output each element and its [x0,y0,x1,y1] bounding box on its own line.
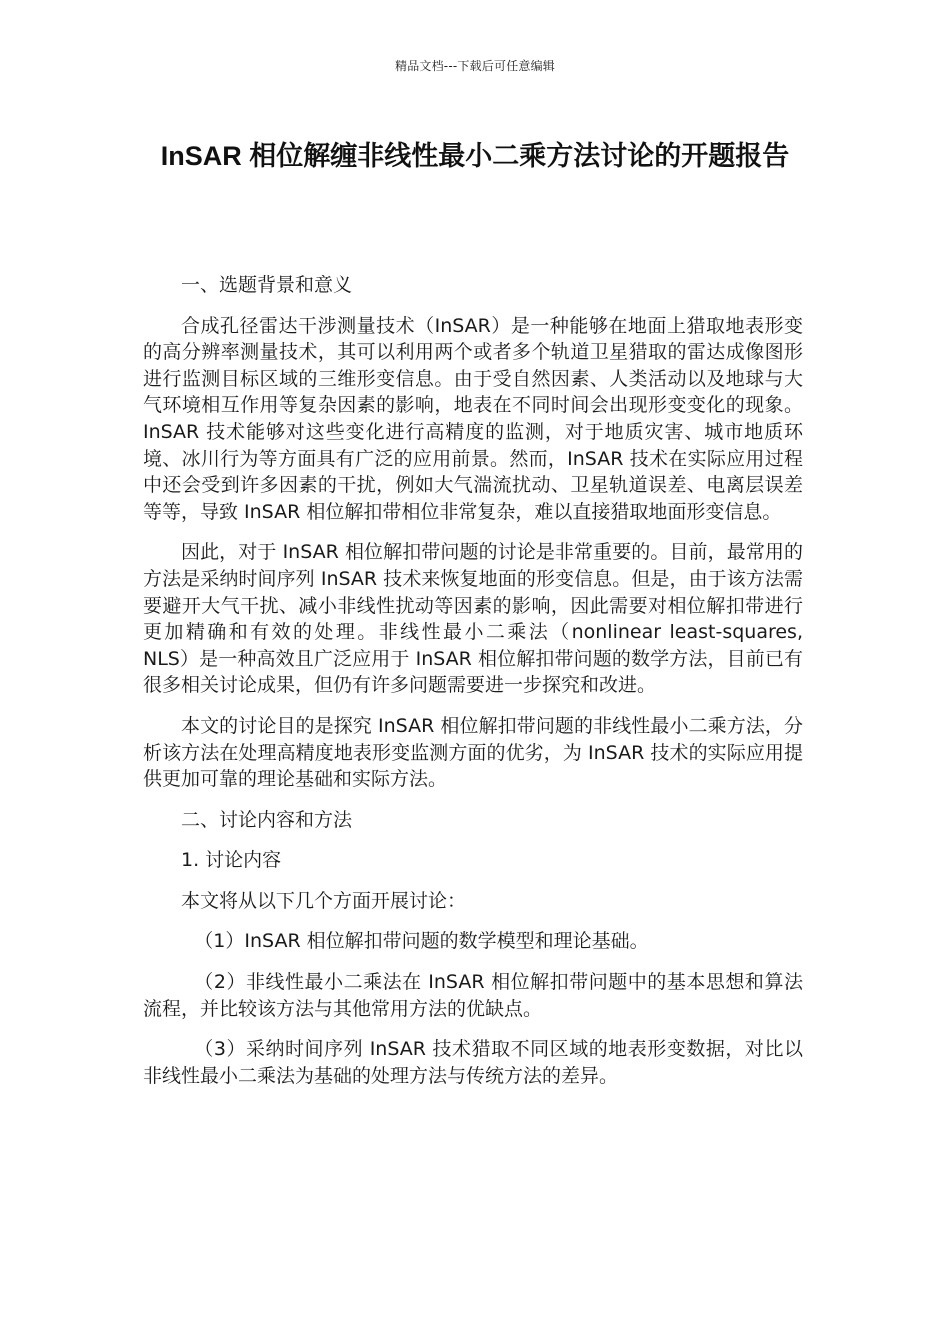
paragraph-research-importance: 因此，对于 InSAR 相位解扣带问题的讨论是非常重要的。目前，最常用的方法是采纳时间序列 InSAR 技术来恢复地面的形变信息。但是，由于该方法需要避开大气干扰、减小非线性扰动等因素的影响，因此需要对相位解扣带进行更加精确和有效的处理。非线性最小二乘法（nonlinear least-squares, NLS）是一种高效且广泛应用于 InSAR 相位解扣带问题的数学方法，目前已有很多相关讨论成果，但仍有许多问题需要进一步探究和改进。 [143,541,803,697]
document-body [143,272,803,1103]
document-title: InSAR 相位解缠非线性最小二乘方法讨论的开题报告 [160,141,790,171]
section-heading-content-method: 二、讨论内容和方法 [181,808,353,831]
list-item-1: （1）InSAR 相位解扣带问题的数学模型和理论基础。 [194,930,649,953]
paragraph-insar-intro: 合成孔径雷达干涉测量技术（InSAR）是一种能够在地面上猎取地表形变的高分辨率测量技术，其可以利用两个或者多个轨道卫星猎取的雷达成像图形进行监测目标区域的三维形变信息。由于受自然因素、人类活动以及地球与大气环境相互作用等复杂因素的影响，地表在不同时间会出现形变变化的现象。InSAR 技术能够对这些变化进行高精度的监测，对于地质灾害、城市地质环境、冰川行为等方面具有广泛的应用前景。然而，InSAR 技术在实际应用过程中还会受到许多因素的干扰，例如大气湍流扰动、卫星轨道误差、电离层误差等等，导致 InSAR 相位解扣带相位非常复杂，难以直接猎取地面形变信息。 [143,314,803,523]
paragraph-research-goal: 本文的讨论目的是探究 InSAR 相位解扣带问题的非线性最小二乘方法，分析该方法在处理高精度地表形变监测方面的优劣，为 InSAR 技术的实际应用提供更加可靠的理论基础和实际方法。 [143,714,803,791]
section-heading-background: 一、选题背景和意义 [181,274,353,296]
paragraph-list-intro: 本文将从以下几个方面开展讨论： [181,889,467,912]
list-item-3: （3）采纳时间序列 InSAR 技术猎取不同区域的地表形变数据，对比以非线性最小二乘法为基础的处理方法与传统方法的差异。 [143,1038,803,1087]
page-header-note: 精品文档---下载后可任意编辑 [395,59,555,73]
list-item-2: （2）非线性最小二乘法在 InSAR 相位解扣带问题中的基本思想和算法流程，并比较该方法与其他常用方法的优缺点。 [143,971,803,1020]
subsection-heading-content: 1. 讨论内容 [181,849,282,872]
